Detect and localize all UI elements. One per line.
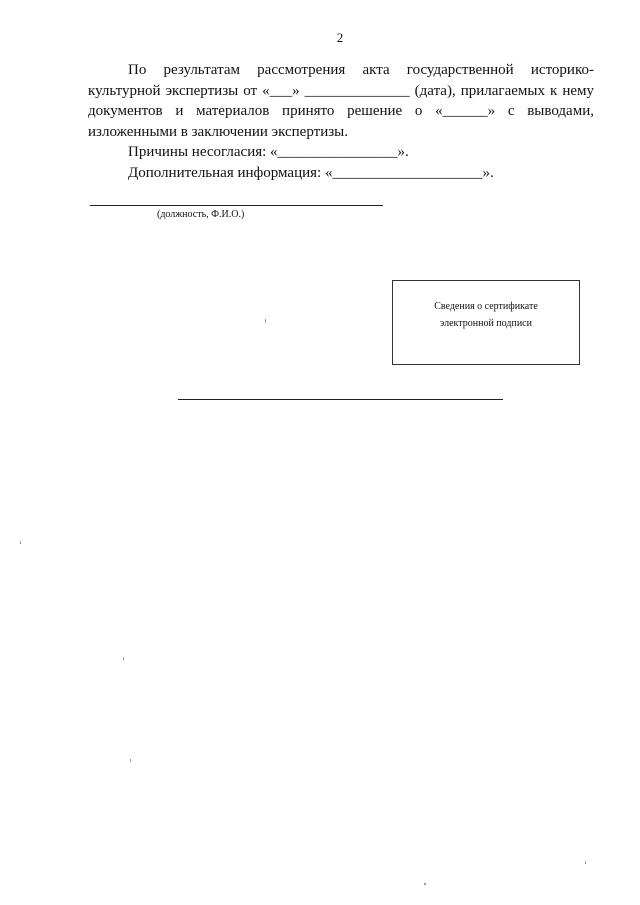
disagreement-reasons-line: Причины несогласия: «________________». (128, 144, 409, 160)
scan-speck (585, 861, 586, 864)
scan-speck (265, 319, 266, 323)
certificate-info-box (392, 280, 580, 365)
certificate-info-line-1: Сведения о сертификате (434, 301, 538, 312)
certificate-info-line-2: электронной подписи (440, 318, 532, 329)
body-text (88, 60, 594, 183)
signature-line (90, 205, 383, 206)
expertise-result-paragraph: По результатам рассмотрения акта государственной историко-культурной экспертизы от «___» ______________ (дата), прилагаемых к нему документов и материалов принято решение о «______» с выводами, изложенными в заключении экспертизы. (88, 62, 594, 140)
scan-speck (20, 541, 21, 544)
scan-speck (424, 883, 426, 885)
signature-caption: (должность, Ф.И.О.) (157, 209, 245, 220)
page-number: 2 (336, 30, 344, 45)
additional-info-line: Дополнительная информация: «____________________». (128, 164, 494, 181)
scan-speck (123, 657, 124, 660)
scan-speck (130, 759, 131, 762)
bottom-separator-line (178, 399, 503, 400)
